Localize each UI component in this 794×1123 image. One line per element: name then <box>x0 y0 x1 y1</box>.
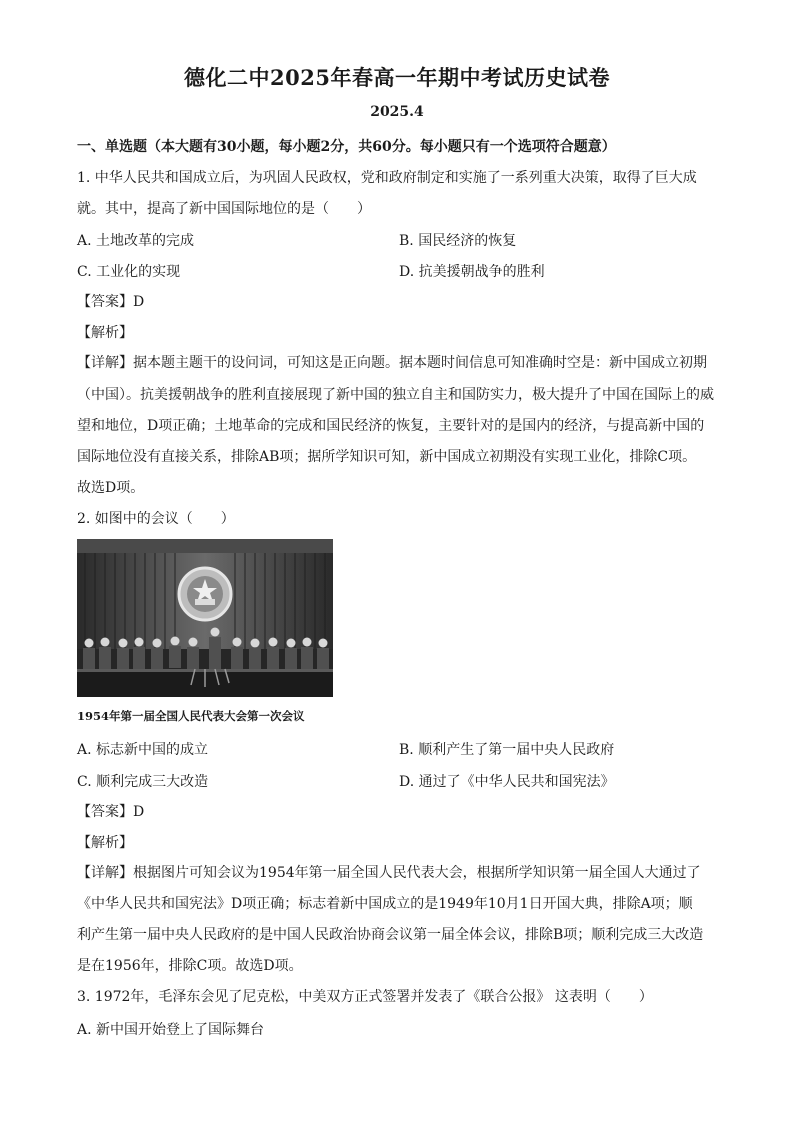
question-2-stem: 2. 如图中的会议（ ） <box>77 511 235 527</box>
exam-date: 2025.4 <box>370 104 424 120</box>
question-2-option-c: C. 顺利完成三大改造 <box>77 774 209 790</box>
exam-title: 德化二中2025年春高一年期中考试历史试卷 <box>184 65 610 90</box>
national-emblem-icon <box>179 568 231 620</box>
question-2-option-a: A. 标志新中国的成立 <box>77 742 209 758</box>
question-2-option-b: B. 顺利产生了第一届中央人民政府 <box>399 742 615 758</box>
question-1-detail-line: 国际地位没有直接关系，排除AB项；据所学知识可知，新中国成立初期没有实现工业化，排除C项。 <box>77 449 697 465</box>
question-1-detail-line: （中国）。抗美援朝战争的胜利直接展现了新中国的独立自主和国防实力，极大提升了中国在国际上的威 <box>77 387 714 403</box>
question-1-option-b: B. 国民经济的恢复 <box>399 233 517 249</box>
congress-photo-image <box>77 539 333 697</box>
question-2-answer: 【答案】D <box>77 804 145 820</box>
question-3-stem: 3. 1972年，毛泽东会见了尼克松，中美双方正式签署并发表了《联合公报》 这表明（ ） <box>77 989 653 1005</box>
question-2-detail-line: 【详解】根据图片可知会议为1954年第一届全国人民代表大会，根据所学知识第一届全国人大通过了 <box>77 865 701 881</box>
question-1-answer: 【答案】D <box>77 294 145 310</box>
question-2-detail-line: 利产生第一届中央人民政府的是中国人民政治协商会议第一届全体会议，排除B项；顺利完成三大改造 <box>77 927 704 943</box>
question-1-option-d: D. 抗美援朝战争的胜利 <box>399 264 545 280</box>
question-2-option-d: D. 通过了《中华人民共和国宪法》 <box>399 774 615 790</box>
question-1-option-a: A. 土地改革的完成 <box>77 233 195 249</box>
question-2-analysis-label: 【解析】 <box>77 835 133 851</box>
question-1-option-c: C. 工业化的实现 <box>77 264 181 280</box>
question-1-stem-line-1: 1. 中华人民共和国成立后，为巩固人民政权，党和政府制定和实施了一系列重大决策，取得了巨大成 <box>77 170 697 186</box>
photo-caption: 1954年第一届全国人民代表大会第一次会议 <box>77 709 305 723</box>
question-1-detail-line: 【详解】据本题主题干的设问词，可知这是正向题。据本题时间信息可知准确时空是：新中国成立初期 <box>77 355 707 371</box>
question-2-detail-line: 《中华人民共和国宪法》D项正确；标志着新中国成立的是1949年10月1日开国大典，排除A项；顺 <box>77 896 693 912</box>
question-2-detail-line: 是在1956年，排除C项。故选D项。 <box>77 958 303 974</box>
question-1-detail-line: 望和地位，D项正确；土地革命的完成和国民经济的恢复，主要针对的是国内的经济，与提高新中国的 <box>77 418 705 434</box>
question-1-detail-line: 故选D项。 <box>77 480 145 496</box>
question-1-analysis-label: 【解析】 <box>77 325 133 341</box>
section-heading: 一、单选题（本大题有30小题，每小题2分，共60分。每小题只有一个选项符合题意） <box>77 139 616 155</box>
congress-photo <box>77 539 333 697</box>
question-1-stem-line-2: 就。其中，提高了新中国国际地位的是（ ） <box>77 201 371 217</box>
question-3-option-a: A. 新中国开始登上了国际舞台 <box>77 1022 265 1038</box>
